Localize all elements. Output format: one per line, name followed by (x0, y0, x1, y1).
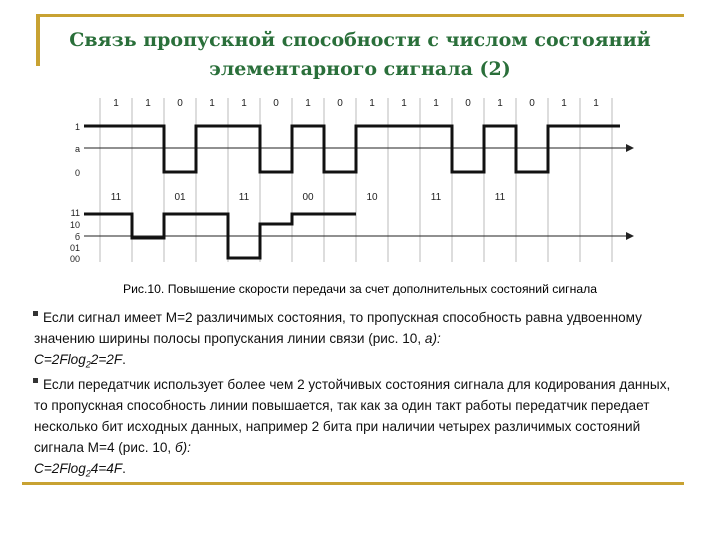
signal-diagram (60, 90, 640, 272)
axis-b-label: 00 (69, 254, 80, 264)
paragraph-2 (34, 374, 686, 485)
pair-label: 10 (366, 192, 378, 203)
slide-title (40, 26, 680, 84)
axis-a-label: 0 (74, 168, 80, 178)
axes (84, 144, 634, 240)
axis-b-label: б (74, 232, 80, 242)
bit-label: 0 (337, 98, 343, 109)
axis-b-label: 01 (69, 243, 80, 253)
bit-label: 1 (401, 98, 407, 109)
bit-label: 1 (145, 98, 151, 109)
pair-label: 01 (174, 192, 186, 203)
paragraph-1 (34, 307, 686, 376)
slide-frame-top (36, 14, 684, 17)
pair-label: 11 (430, 192, 442, 203)
axis-b-label: 10 (69, 220, 80, 230)
bit-label: 1 (593, 98, 599, 109)
bit-label: 0 (273, 98, 279, 109)
figure-caption: Рис.10. Повышение скорости передачи за счет дополнительных состояний сигнала (122, 282, 598, 296)
pair-label: 11 (238, 192, 250, 203)
paragraph-2-end: . (122, 461, 126, 476)
title-line-1: Связь пропускной способности с числом состояний (69, 29, 651, 51)
pair-label: 00 (302, 192, 314, 203)
paragraph-1-formula: C=2Flog$_2$2=2F (34, 352, 123, 370)
bullet-icon (33, 311, 38, 316)
bit-label: 1 (561, 98, 567, 109)
paragraph-1-end: . (122, 352, 126, 367)
bit-label: 1 (433, 98, 439, 109)
bit-label: 1 (305, 98, 311, 109)
paragraph-1-text: Если сигнал имеет M=2 различимых состояния, то пропускная способность равна удвоенному значению ширины полосы пропускания линии связи (рис. 10, (34, 310, 642, 346)
paragraph-2-formula: C=2Flog$_2$4=4F (34, 461, 123, 479)
pair-label: 11 (494, 192, 506, 203)
title-line-2: элементарного сигнала (2) (209, 58, 511, 80)
bit-label: 1 (497, 98, 503, 109)
paragraph-1-fig-ref: а): (424, 331, 441, 346)
bit-label: 0 (529, 98, 535, 109)
bit-label: 1 (241, 98, 247, 109)
bit-label: 1 (113, 98, 119, 109)
bit-label: 0 (177, 98, 183, 109)
bit-label: 0 (465, 98, 471, 109)
pair-label: 11 (110, 192, 122, 203)
paragraph-2-fig-ref: б): (175, 440, 191, 455)
binary-signal-line (84, 126, 620, 172)
bit-label: 1 (369, 98, 375, 109)
slide-frame-bottom (22, 482, 684, 485)
axis-b-label: 11 (70, 208, 80, 218)
paragraph-2-text: Если передатчик использует более чем 2 устойчивых состояния сигнала для кодирования данных, то пропускная способность линии повышается, так как за один такт работы передатчик передает несколько бит исходных данных, например 2 бита при наличии четырех различимых состояний сигнала M=4 (рис. 10, (34, 377, 671, 455)
axis-a-label: 1 (74, 122, 80, 132)
bullet-icon (33, 378, 38, 383)
bit-label: 1 (209, 98, 215, 109)
axis-a-label: a (74, 144, 80, 154)
